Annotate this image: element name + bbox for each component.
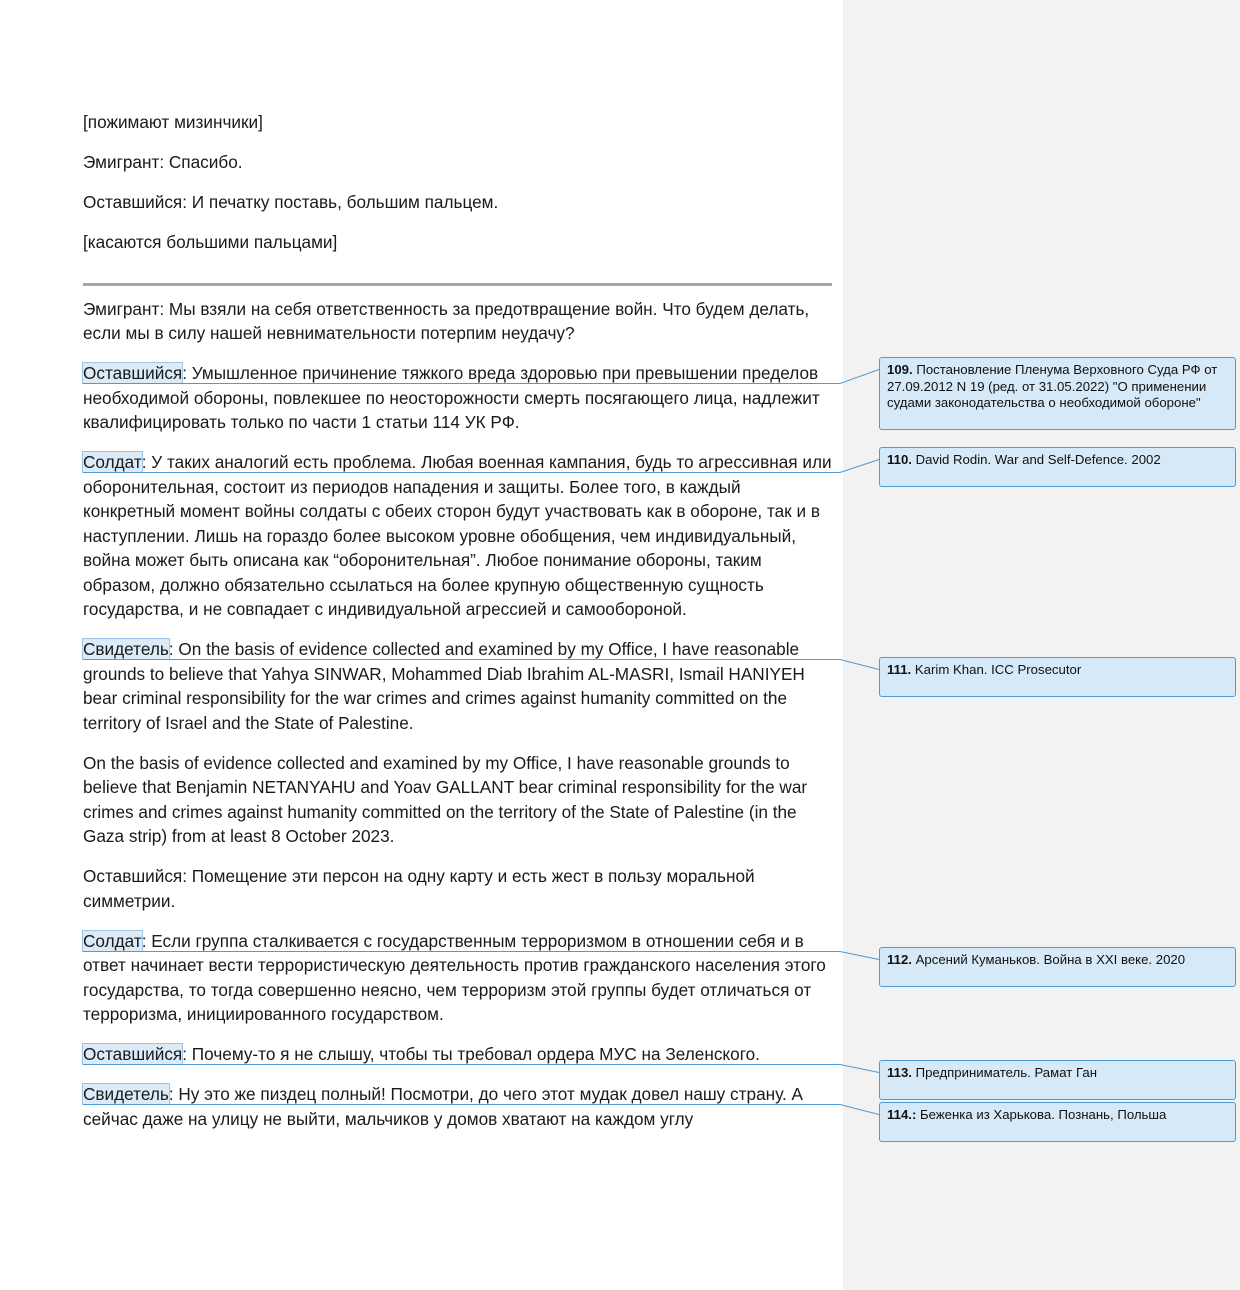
dialogue-line <box>83 637 833 735</box>
comment-number: 109. <box>887 362 913 377</box>
dialogue-text: : Умышленное причинение тяжкого вреда здоровью при превышении пределов необходимой обороны, повлекшее по неосторожности смерть посягающего лица, надлежит квалифицировать только по части 1 статьи 114 УК РФ. <box>83 363 820 432</box>
dialogue-line <box>83 361 833 435</box>
comment-balloon[interactable] <box>879 357 1236 430</box>
comment-number: 111. <box>887 662 912 677</box>
comment-anchor[interactable]: Свидетель <box>83 639 169 659</box>
document-body <box>83 110 833 1147</box>
comment-balloon[interactable] <box>879 947 1236 987</box>
dialogue-line <box>83 1042 833 1067</box>
comment-anchor[interactable]: Солдат <box>83 452 142 472</box>
dialogue-text: : У таких аналогий есть проблема. Любая военная кампания, будь то агрессивная или оборонительная, состоит из периодов нападения и защиты. Более того, в каждый конкретный момент войны солдаты с обеих сторон будут участвовать как в обороне, так и в наступлении. Лишь на гораздо более высоком уровне обобщения, чем индивидуальный, война может быть описана как “оборонительная”. Любое понимание обороны, таким образом, должно обязательно ссылаться на более крупную общественную сущность государства, и не совпадает с индивидуальной агрессией и самообороной. <box>83 452 832 619</box>
comment-text: David Rodin. War and Self-Defence. 2002 <box>911 452 1161 467</box>
comment-anchor[interactable]: Оставшийся <box>83 363 183 383</box>
comment-number: 114.: <box>887 1107 917 1122</box>
comment-anchor[interactable]: Оставшийся <box>83 1044 183 1064</box>
comment-text: Предприниматель. Рамат Ган <box>911 1065 1097 1080</box>
dialogue-text: : Если группа сталкивается с государственным терроризмом в отношении себя и в ответ начинает вести террористическую деятельность против гражданского населения этого государства, то тогда совершенно неясно, чем терроризм этой группы будет отличаться от терроризма, инициированного государством. <box>83 930 826 1024</box>
horizontal-divider <box>83 283 832 286</box>
dialogue-line <box>83 929 833 1027</box>
dialogue-line: On the basis of evidence collected and examined by my Office, I have reasonable grounds to believe that Benjamin NETANYAHU and Yoav GALLANT bear criminal responsibility for the war crimes and crimes against humanity committed on the territory of the State of Palestine (in the Gaza strip) from at least 8 October 2023. <box>83 752 808 846</box>
comment-balloon[interactable] <box>879 447 1236 487</box>
dialogue-line: Эмигрант: Спасибо. <box>83 152 243 172</box>
comment-number: 112. <box>887 952 912 967</box>
comment-balloon[interactable] <box>879 1102 1236 1142</box>
comment-number: 110. <box>887 452 912 467</box>
comment-anchor[interactable]: Солдат <box>83 930 142 951</box>
dialogue-line <box>83 1082 833 1131</box>
comment-text: Постановление Пленума Верховного Суда РФ от 27.09.2012 N 19 (ред. от 31.05.2022) "О применении судами законодательства о необходимой обороне" <box>887 362 1218 410</box>
comment-number: 113. <box>887 1065 912 1080</box>
stage-direction: [касаются большими пальцами] <box>83 232 338 252</box>
dialogue-line: Оставшийся: И печатку поставь, большим пальцем. <box>83 192 499 212</box>
comment-balloon[interactable] <box>879 657 1236 697</box>
comment-text: Беженка из Харькова. Познань, Польша <box>916 1107 1167 1122</box>
dialogue-text: : Почему-то я не слышу, чтобы ты требовал ордера МУС на Зеленского. <box>182 1044 760 1064</box>
dialogue-text: : Ну это же пиздец полный! Посмотри, до чего этот мудак довел нашу страну. А сейчас даже на улицу не выйти, мальчиков у домов хватают на каждом углу <box>83 1084 804 1129</box>
dialogue-line: Оставшийся: Помещение эти персон на одну карту и есть жест в пользу моральной симметрии. <box>83 866 755 911</box>
stage-direction: [пожимают мизинчики] <box>83 112 263 132</box>
dialogue-text: : On the basis of evidence collected and examined by my Office, I have reasonable grounds to believe that Yahya SINWAR, Mohammed Diab Ibrahim AL-MASRI, Ismail HANIYEH bear criminal responsibility for the war crimes and crimes against humanity committed on the territory of Israel and the State of Palestine. <box>83 639 805 733</box>
comment-text: Арсений Куманьков. Война в XXI веке. 2020 <box>911 952 1186 967</box>
comment-anchor[interactable]: Свидетель <box>83 1084 169 1104</box>
comment-balloon[interactable] <box>879 1060 1236 1100</box>
comment-text: Karim Khan. ICC Prosecutor <box>911 662 1082 677</box>
dialogue-line: Эмигрант: Мы взяли на себя ответственность за предотвращение войн. Что будем делать, если мы в силу нашей невнимательности потерпим неудачу? <box>83 298 810 343</box>
dialogue-line <box>83 450 833 622</box>
